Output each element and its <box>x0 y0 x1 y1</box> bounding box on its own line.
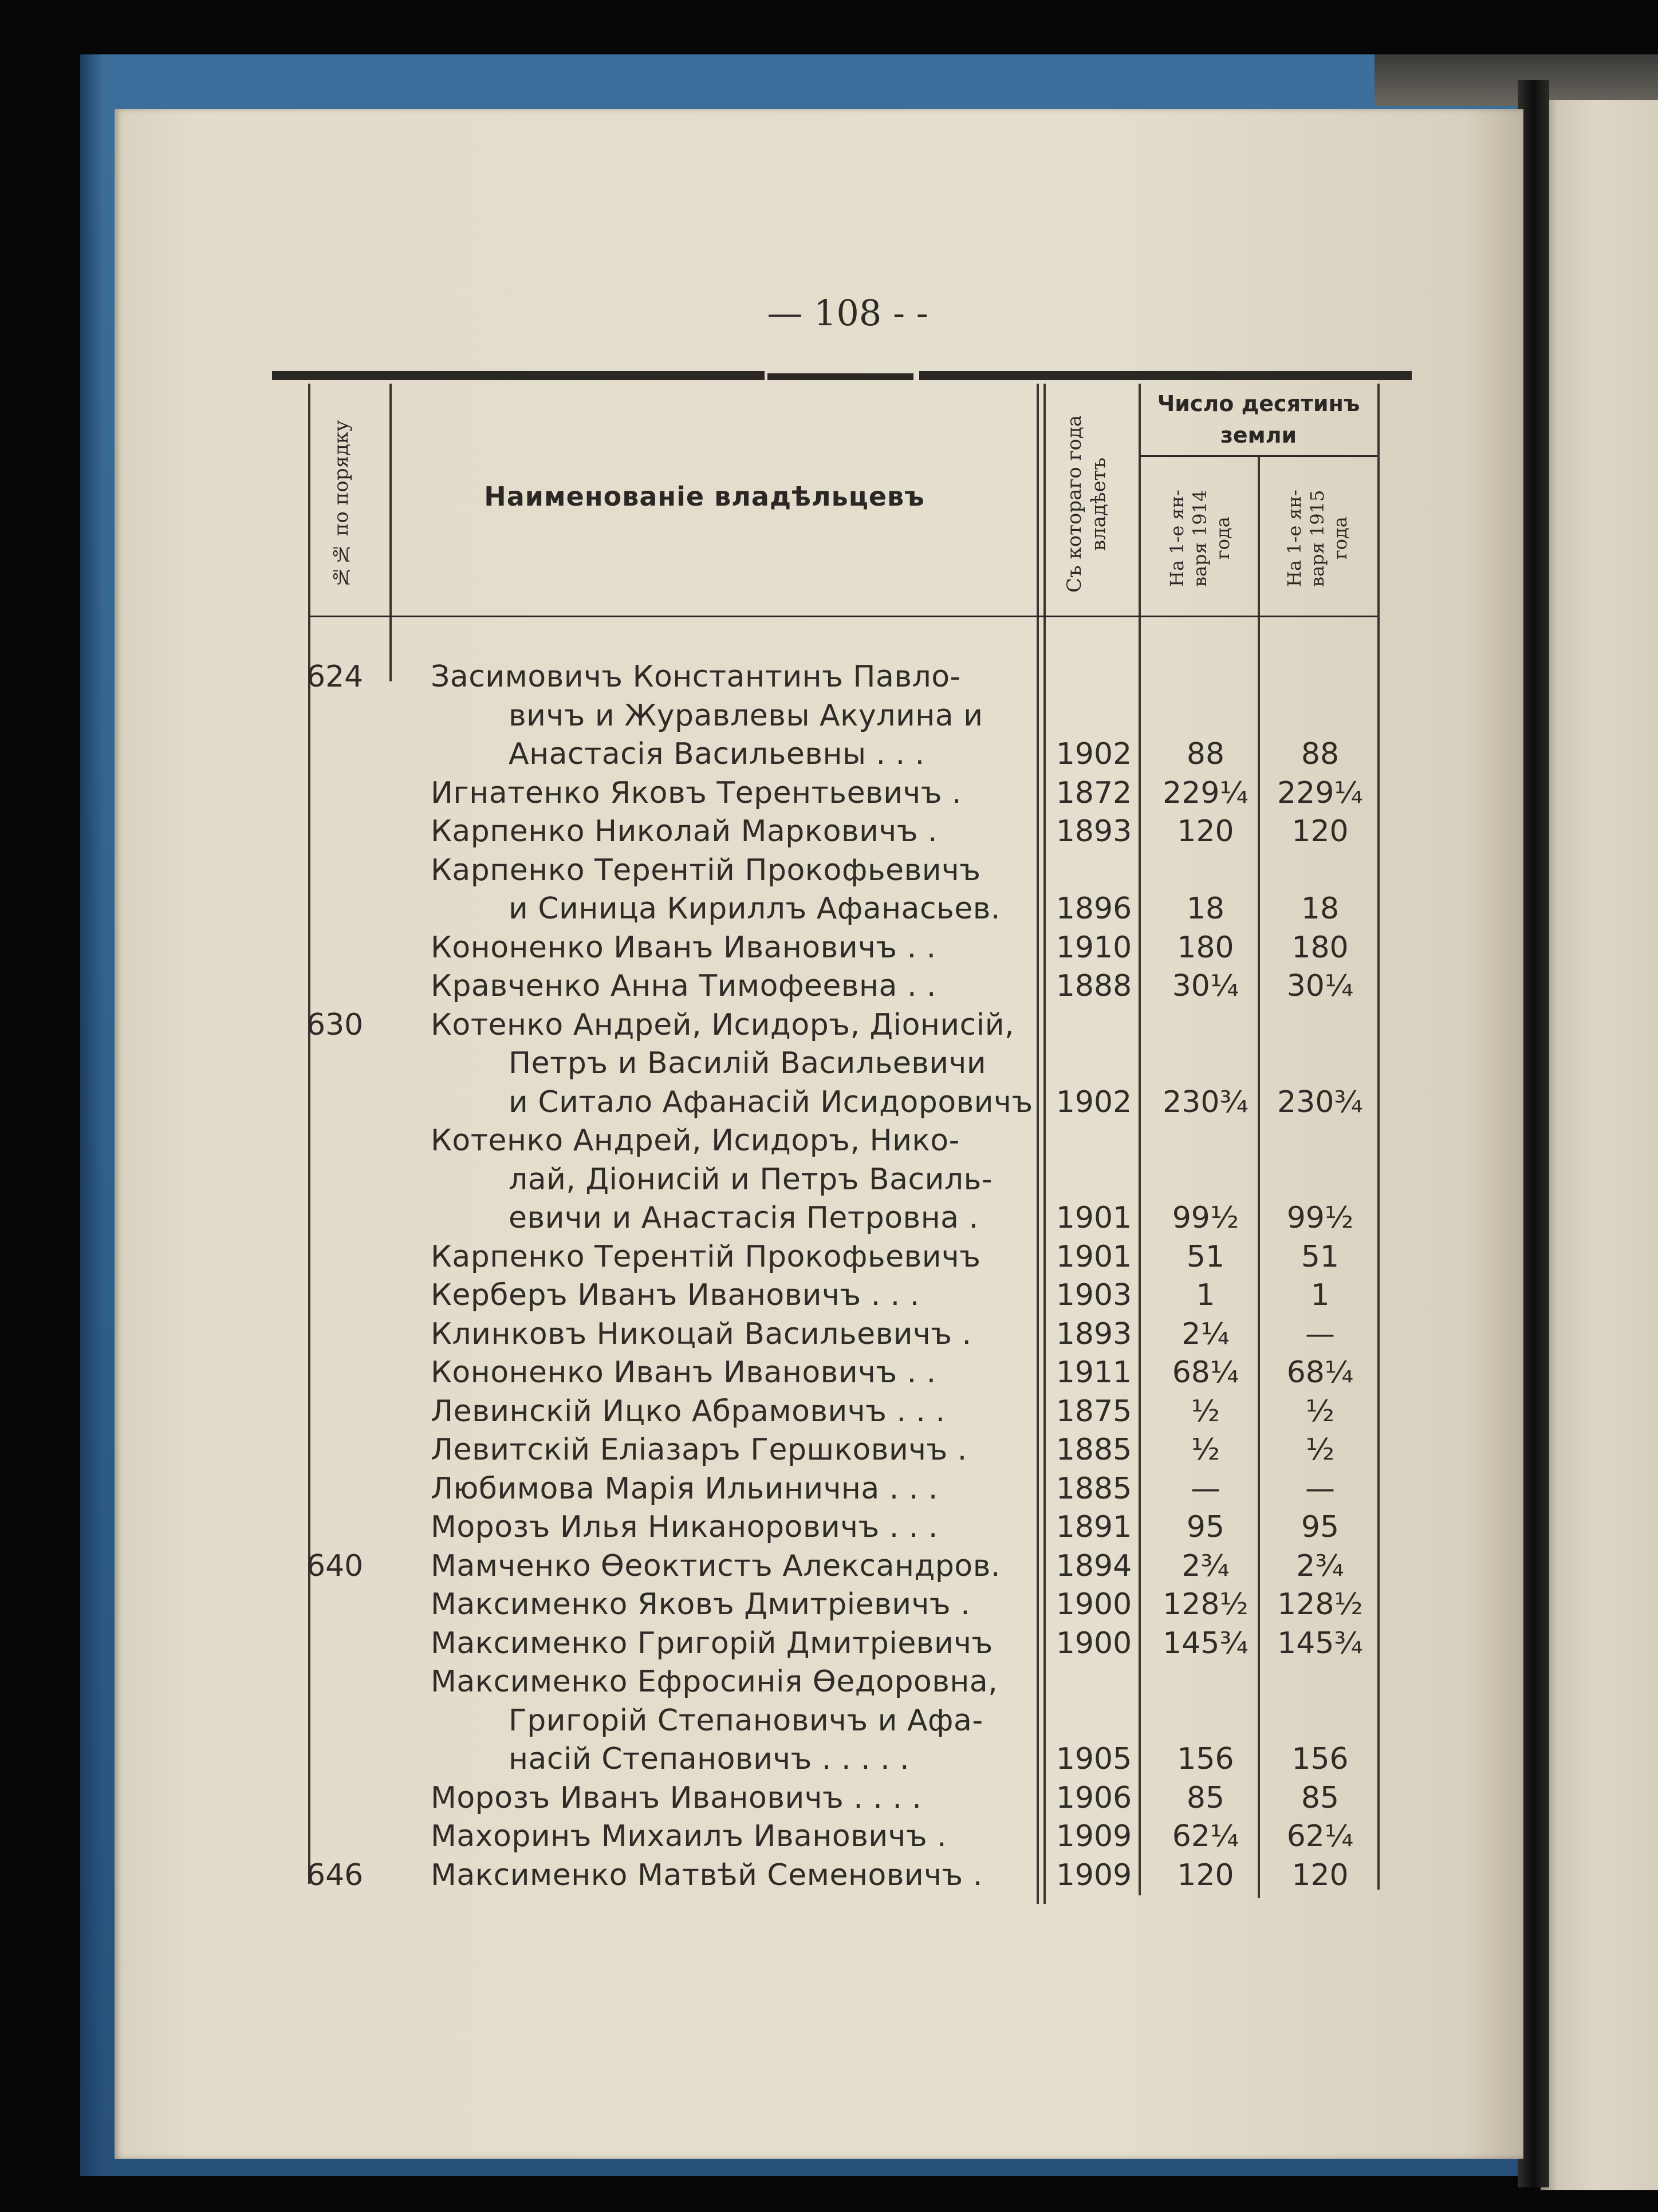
year-cell: 1900 <box>1056 1626 1132 1661</box>
table-top-rule <box>272 371 765 380</box>
area-1914-cell: 99½ <box>1172 1201 1239 1235</box>
table-top-rule <box>919 371 1412 380</box>
area-1915-cell: 95 <box>1301 1510 1340 1544</box>
area-1915-cell: 229¼ <box>1277 775 1363 810</box>
year-cell: 1900 <box>1056 1587 1132 1622</box>
area-1914-cell: 2¼ <box>1182 1316 1230 1351</box>
year-cell: 1901 <box>1056 1239 1132 1274</box>
year-cell: 1903 <box>1056 1278 1132 1312</box>
owner-name-line: Керберъ Иванъ Ивановичъ . . . <box>431 1278 920 1312</box>
year-cell: 1906 <box>1056 1780 1132 1815</box>
owner-name-line: Махоринъ Михаилъ Ивановичъ . <box>431 1819 947 1854</box>
area-1915-cell: 1 <box>1310 1278 1330 1312</box>
table-top-rule <box>767 373 913 380</box>
area-1914-cell: 128½ <box>1163 1587 1249 1622</box>
year-cell: 1902 <box>1056 737 1132 771</box>
year-cell: 1896 <box>1056 892 1132 926</box>
column-divider <box>1258 455 1260 1898</box>
year-cell: 1888 <box>1056 969 1132 1003</box>
owner-name-line: и Ситало Афанасій Исидоровичъ <box>509 1085 1033 1119</box>
area-1914-cell: 120 <box>1177 814 1234 849</box>
area-1914-cell: — <box>1191 1471 1220 1506</box>
area-1914-cell: 229¼ <box>1163 775 1249 810</box>
column-divider <box>389 384 392 681</box>
book-top-edge <box>1375 54 1658 106</box>
area-1914-cell: 51 <box>1186 1239 1225 1274</box>
year-cell: 1875 <box>1056 1394 1132 1429</box>
year-cell: 1909 <box>1056 1858 1132 1892</box>
area-1914-cell: 230¾ <box>1163 1085 1249 1119</box>
owner-name-line: Карпенко Терентій Прокофьевичъ <box>431 853 981 888</box>
owner-name-line: вичъ и Журавлевы Акулина и <box>509 698 983 733</box>
area-1914-cell: ½ <box>1191 1433 1220 1467</box>
owner-name-line: Игнатенко Яковъ Терентьевичъ . <box>431 775 962 810</box>
owner-name-line: насій Степановичъ . . . . . <box>509 1742 910 1776</box>
owner-name-line: Максименко Григорій Дмитріевичъ <box>431 1626 993 1661</box>
header-bottom-rule <box>309 616 1377 617</box>
area-1914-cell: 30¼ <box>1172 969 1239 1003</box>
owner-name-line: Левитскій Еліазаръ Гершковичъ . <box>431 1433 967 1467</box>
year-cell: 1872 <box>1056 775 1132 810</box>
owner-name-line: Кононенко Иванъ Ивановичъ . . <box>431 930 936 965</box>
owner-name-line: Карпенко Терентій Прокофьевичъ <box>431 1239 981 1274</box>
owner-name-line: Любимова Марія Ильинична . . . <box>431 1471 938 1506</box>
header-group-line: земли <box>1220 423 1297 448</box>
area-1914-cell: 145¾ <box>1163 1626 1249 1661</box>
area-1915-cell: 145¾ <box>1277 1626 1363 1661</box>
area-1915-cell: ½ <box>1305 1394 1335 1429</box>
header-name-column: Наименованіе владѣльцевъ <box>484 481 925 512</box>
area-1915-cell: 68¼ <box>1286 1355 1354 1390</box>
year-cell: 1909 <box>1056 1819 1132 1854</box>
owner-name-line: Анастасія Васильевны . . . <box>509 737 925 771</box>
owner-name-line: Левинскій Ицко Абрамовичъ . . . <box>431 1394 946 1429</box>
area-1915-cell: ½ <box>1305 1433 1335 1467</box>
area-1915-cell: — <box>1305 1316 1335 1351</box>
header-1914-line: На 1-е ян- <box>1166 490 1188 587</box>
area-1915-cell: 120 <box>1291 1858 1349 1892</box>
owner-name-line: Карпенко Николай Марковичъ . <box>431 814 938 849</box>
area-1914-cell: 85 <box>1186 1780 1225 1815</box>
row-number: 624 <box>306 660 364 694</box>
area-1914-cell: ½ <box>1191 1394 1220 1429</box>
column-divider <box>1377 384 1380 1890</box>
owner-name-line: Мамченко Өеоктистъ Александров. <box>431 1548 1001 1583</box>
owner-name-line: Максименко Яковъ Дмитріевичъ . <box>431 1587 971 1622</box>
area-1914-cell: 62¼ <box>1172 1819 1239 1854</box>
area-1914-cell: 88 <box>1186 737 1225 771</box>
area-1915-cell: 230¾ <box>1277 1085 1363 1119</box>
column-divider <box>1139 384 1141 1895</box>
owner-name-line: Морозъ Илья Никаноровичъ . . . <box>431 1510 938 1544</box>
header-1915-line: варя 1915 <box>1306 490 1328 587</box>
row-number: 640 <box>306 1548 364 1583</box>
area-1915-cell: 180 <box>1291 930 1349 965</box>
header-1914-column <box>1165 470 1234 607</box>
header-year-line: Съ котораго года <box>1063 415 1086 593</box>
year-cell: 1901 <box>1056 1201 1132 1235</box>
header-year-column <box>1062 401 1111 607</box>
area-1915-cell: 51 <box>1301 1239 1340 1274</box>
owner-name-line: Засимовичъ Константинъ Павло- <box>431 660 961 694</box>
year-cell: 1902 <box>1056 1085 1132 1119</box>
owner-name-line: Петръ и Василій Васильевичи <box>509 1046 987 1081</box>
owner-name-line: Котенко Андрей, Исидоръ, Діонисій, <box>431 1007 1015 1042</box>
area-1915-cell: 85 <box>1301 1780 1340 1815</box>
year-cell: 1911 <box>1056 1355 1132 1390</box>
owner-name-line: Максименко Матвѣй Семеновичъ . <box>431 1858 983 1892</box>
header-1914-line: года <box>1212 516 1234 560</box>
year-cell: 1910 <box>1056 930 1132 965</box>
year-cell: 1893 <box>1056 1316 1132 1351</box>
subheader-rule <box>1140 455 1377 457</box>
area-1915-cell: — <box>1305 1471 1335 1506</box>
year-cell: 1894 <box>1056 1548 1132 1583</box>
area-1915-cell: 99½ <box>1286 1201 1354 1235</box>
row-number: 630 <box>306 1007 364 1042</box>
header-group-line: Число десятинъ <box>1157 391 1360 416</box>
area-1915-cell: 120 <box>1291 814 1349 849</box>
row-number: 646 <box>306 1858 364 1892</box>
owner-name-line: Григорій Степановичъ и Афа- <box>509 1703 983 1738</box>
header-1915-column <box>1283 470 1352 607</box>
year-cell: 1885 <box>1056 1433 1132 1467</box>
area-1914-cell: 180 <box>1177 930 1234 965</box>
facing-page <box>1541 100 1658 2190</box>
area-1914-cell: 2¾ <box>1182 1548 1230 1583</box>
owner-name-line: Морозъ Иванъ Ивановичъ . . . . <box>431 1780 922 1815</box>
header-1915-line: года <box>1329 516 1351 560</box>
header-1915-line: На 1-е ян- <box>1283 490 1305 587</box>
area-1915-cell: 156 <box>1291 1742 1349 1776</box>
area-1914-cell: 1 <box>1196 1278 1215 1312</box>
area-1914-cell: 156 <box>1177 1742 1234 1776</box>
year-cell: 1885 <box>1056 1471 1132 1506</box>
area-1915-cell: 2¾ <box>1296 1548 1344 1583</box>
owner-name-line: евичи и Анастасія Петровна . <box>509 1201 979 1235</box>
header-number-column: №№ по порядку <box>330 420 353 588</box>
column-divider <box>1043 384 1046 1904</box>
column-divider <box>1037 384 1039 1904</box>
area-1914-cell: 120 <box>1177 1858 1234 1892</box>
cover-edge-shadow <box>80 54 103 2176</box>
owner-name-line: Максименко Ефросинія Өедоровна, <box>431 1665 998 1699</box>
year-cell: 1891 <box>1056 1510 1132 1544</box>
area-1914-cell: 18 <box>1186 892 1225 926</box>
year-cell: 1905 <box>1056 1742 1132 1776</box>
area-1914-cell: 68¼ <box>1172 1355 1239 1390</box>
area-1915-cell: 18 <box>1301 892 1340 926</box>
owner-name-line: Котенко Андрей, Исидоръ, Нико- <box>431 1123 960 1158</box>
header-year-line: владѣетъ <box>1087 457 1110 551</box>
page-number: — 108 - - <box>767 292 928 334</box>
owner-name-line: Кононенко Иванъ Ивановичъ . . <box>431 1355 936 1390</box>
owner-name-line: Клинковъ Никоцай Васильевичъ . <box>431 1316 972 1351</box>
header-group-column <box>1143 388 1375 451</box>
area-1915-cell: 62¼ <box>1286 1819 1354 1854</box>
column-divider <box>308 384 310 1884</box>
area-1915-cell: 128½ <box>1277 1587 1363 1622</box>
owner-name-line: Кравченко Анна Тимофеевна . . <box>431 969 937 1003</box>
header-1914-line: варя 1914 <box>1189 490 1211 587</box>
owner-name-line: и Синица Кириллъ Афанасьев. <box>509 892 1001 926</box>
area-1915-cell: 88 <box>1301 737 1340 771</box>
area-1914-cell: 95 <box>1186 1510 1225 1544</box>
owner-name-line: лай, Діонисій и Петръ Василь- <box>509 1162 993 1197</box>
area-1915-cell: 30¼ <box>1286 969 1354 1003</box>
year-cell: 1893 <box>1056 814 1132 849</box>
